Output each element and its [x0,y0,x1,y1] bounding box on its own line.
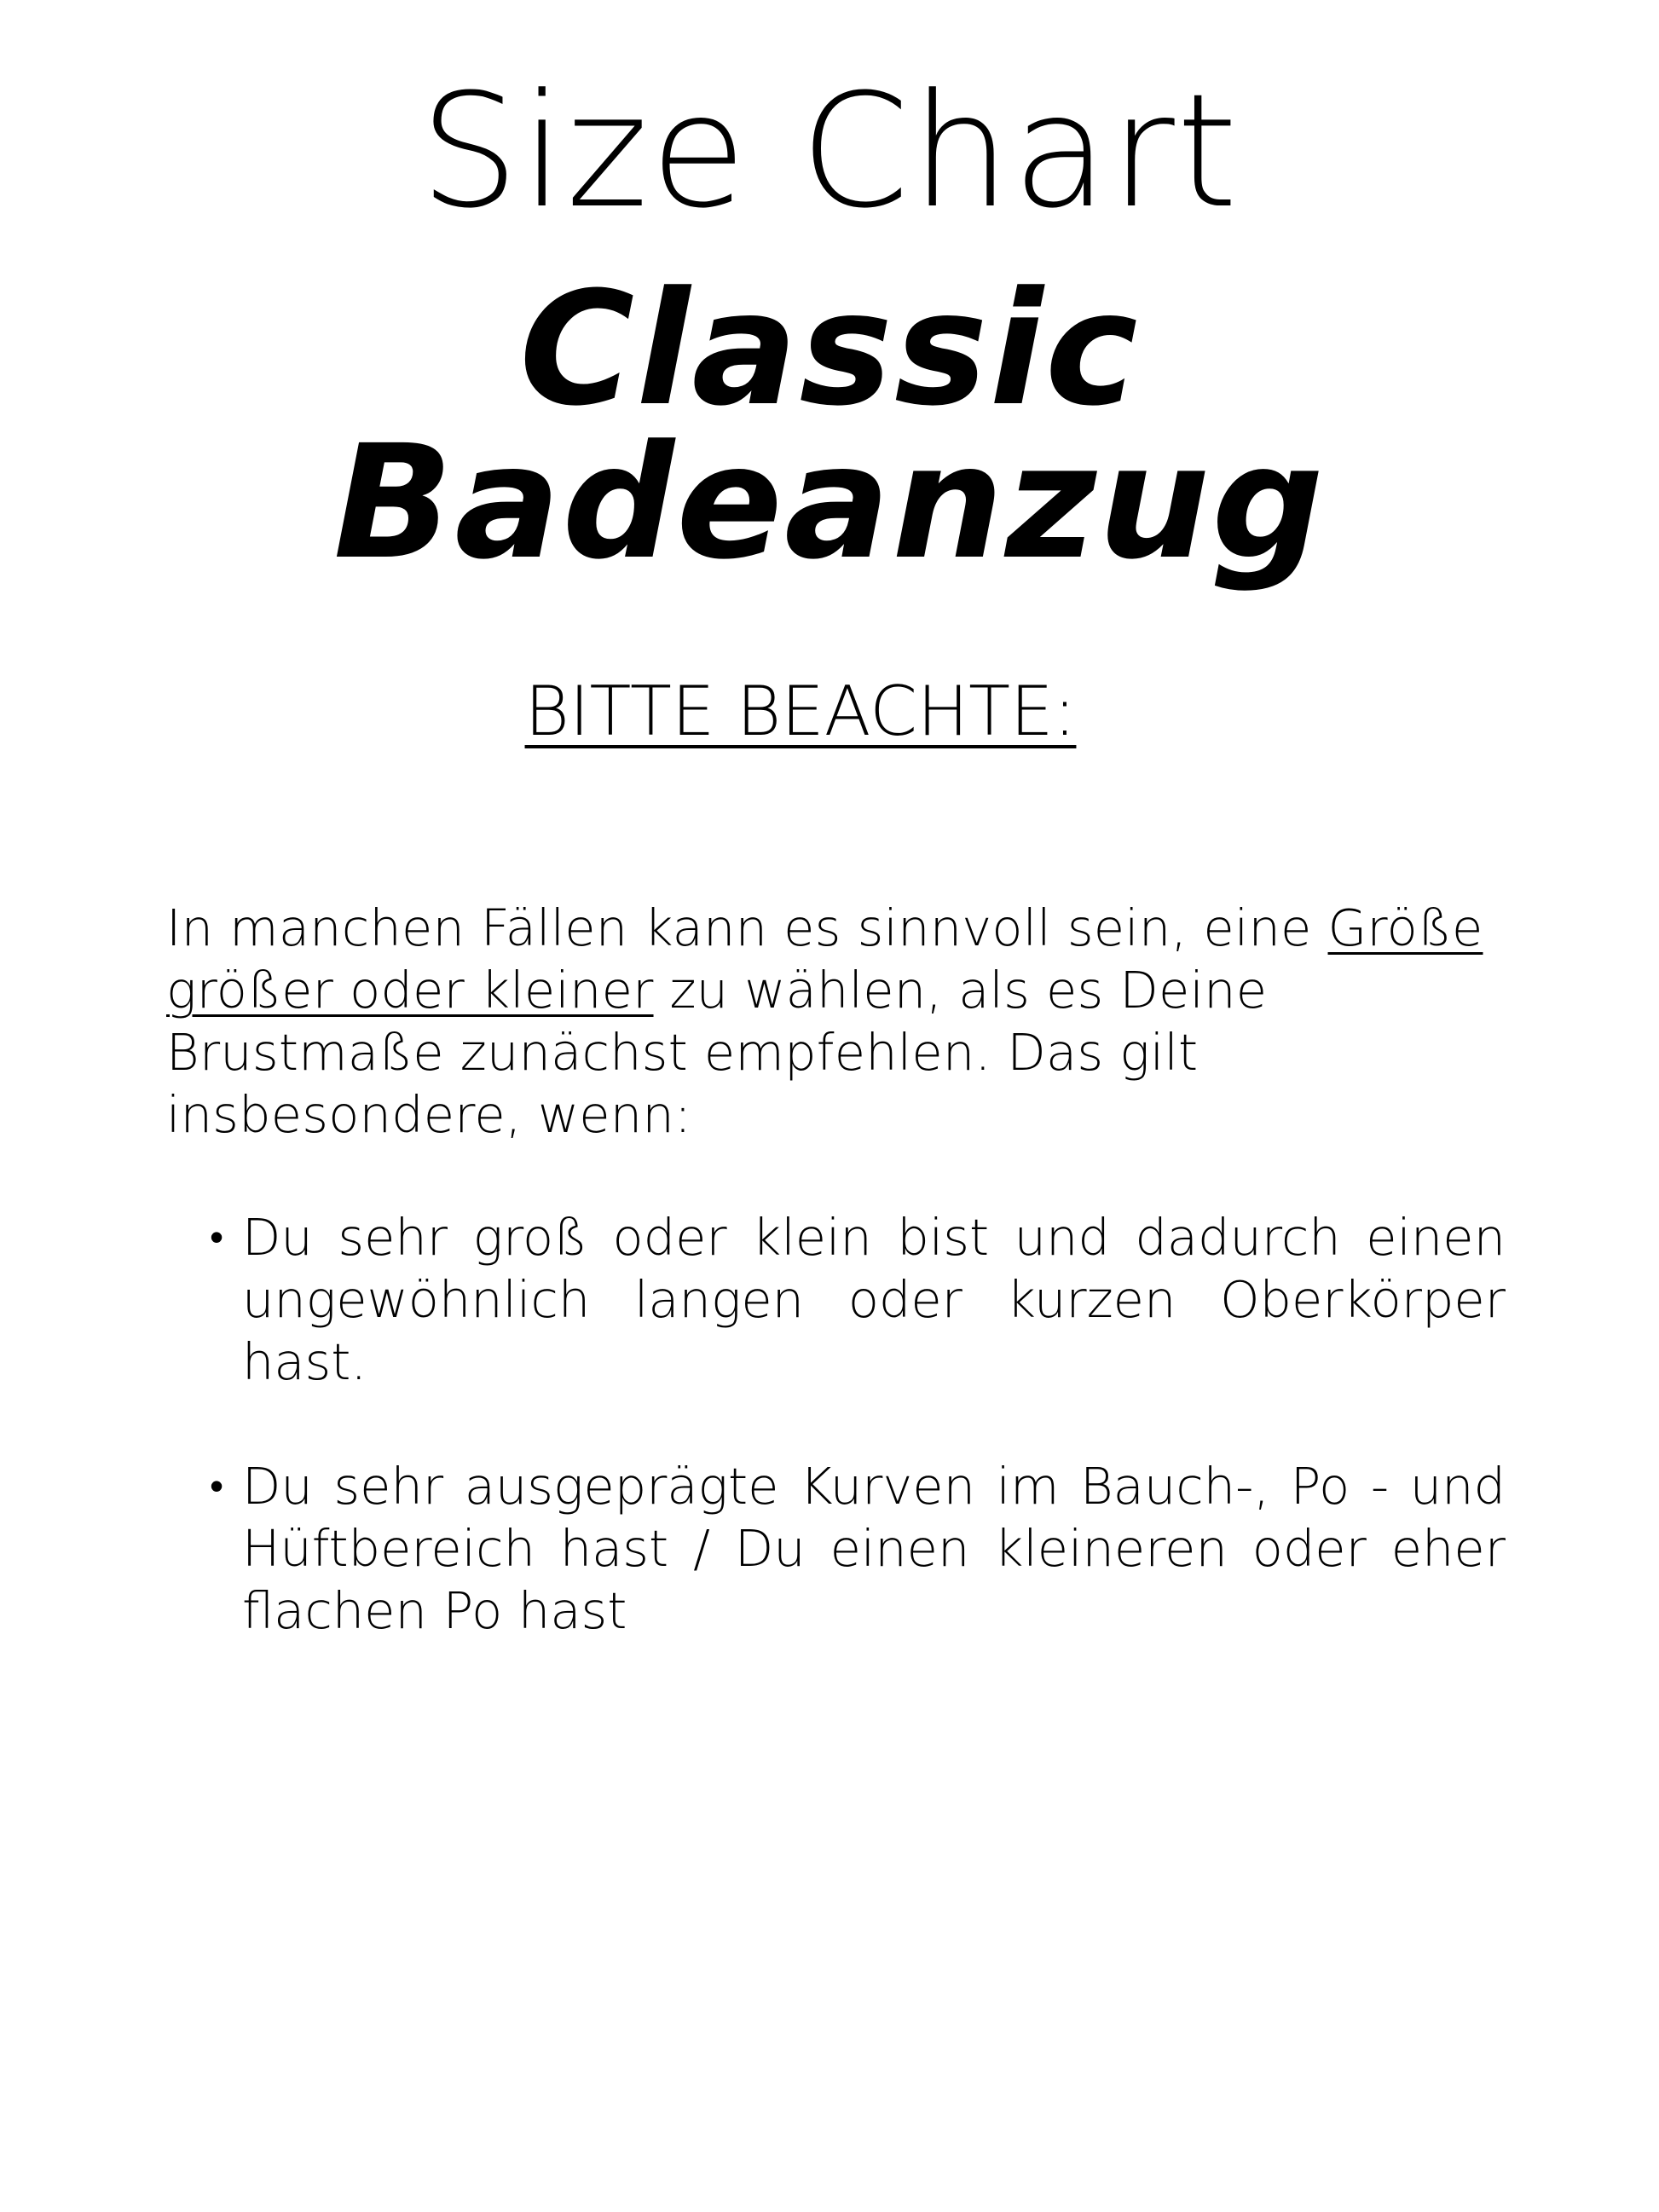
note-bullet-text: Du sehr groß oder klein bist und dadurch einen ungewöhnlich langen oder kurzen Oberkörper hast. [242,1208,1506,1391]
product-name-line2: Badeanzug [333,412,1326,594]
note-bullet-item [210,1455,1506,1642]
note-intro-emphasis: Größe größer oder kleiner [166,898,1483,1019]
note-intro-text-start: In manchen Fällen kann es sinnvoll sein, eine [166,898,1328,957]
bullet-marker: • [210,1214,224,1260]
note-bullet-text: Du sehr ausgeprägte Kurven im Bauch-, Po - und Hüftbereich hast / Du einen kleineren oder eher flachen Po hast [242,1457,1506,1640]
note-intro-paragraph [166,897,1505,1146]
note-bullet-list [210,1206,1506,1704]
bullet-marker: • [210,1463,224,1509]
note-intro-text-end: zu wählen, als es Deine Brustmaße zunächst empfehlen. Das gilt insbesondere, wenn: [166,961,1268,1144]
note-heading: BITTE BEACHTE: [524,672,1077,751]
product-name-line1: Classic [519,258,1140,441]
size-chart-title: Size Chart [419,61,1240,243]
note-bullet-item [210,1206,1506,1393]
